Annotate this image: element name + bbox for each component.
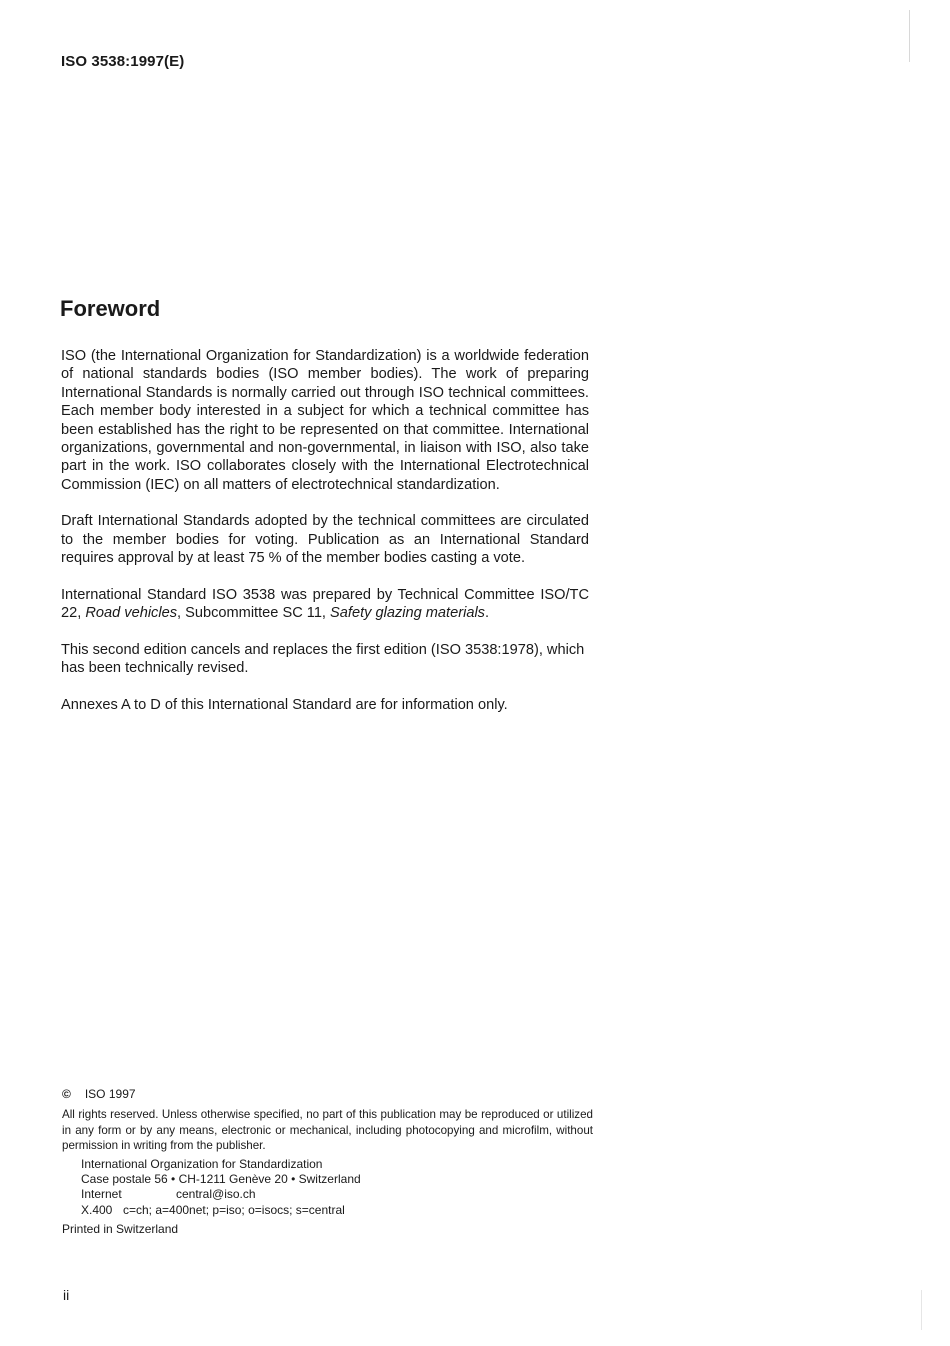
page-edge-mark — [909, 10, 910, 62]
x400-address: c=ch; a=400net; p=iso; o=isocs; s=central — [123, 1202, 345, 1217]
rights-statement: All rights reserved. Unless otherwise specified, no part of this publication may be reproduced or utilized in any form or by any means, electronic or mechanical, including photocopying and microfilm, without permission in writing from the publisher. — [62, 1108, 593, 1153]
para3-safety-glazing: Safety glazing materials — [330, 605, 485, 622]
copyright-icon: © — [62, 1087, 71, 1101]
para3-text-2: , Subcommittee SC 11, — [177, 605, 331, 622]
page-edge-mark-bottom — [921, 1290, 922, 1330]
foreword-paragraph-5: Annexes A to D of this International Standard are for information only. — [61, 696, 508, 713]
copyright-line — [62, 1087, 593, 1102]
foreword-paragraph-2: Draft International Standards adopted by the technical committees are circulated to the member bodies for voting. Publication as an International Standard requires approval by at least 75 % of the member bodies casting a vote. — [61, 513, 589, 567]
copyright-year: ISO 1997 — [84, 1087, 136, 1101]
x400-label: X.400 — [81, 1202, 113, 1217]
foreword-body — [61, 347, 589, 732]
publisher-postal: Case postale 56 • CH-1211 Genève 20 • Switzerland — [81, 1172, 361, 1187]
internet-row — [81, 1187, 593, 1202]
foreword-paragraph-4: This second edition cancels and replaces the first edition (ISO 3538:1978), which has been technically revised. — [61, 641, 585, 677]
foreword-title: Foreword — [60, 296, 161, 321]
copyright-block — [62, 1087, 593, 1238]
internet-address: central@iso.ch — [176, 1187, 256, 1202]
para3-text-1: International Standard ISO 3538 was prepared by Technical Committee ISO/TC 22, — [61, 586, 589, 622]
document-identifier: ISO 3538:1997(E) — [61, 53, 185, 70]
x400-row — [81, 1203, 593, 1218]
printed-in: Printed in Switzerland — [62, 1222, 179, 1237]
para3-road-vehicles: Road vehicles — [85, 605, 178, 622]
foreword-paragraph-1: ISO (the International Organization for Standardization) is a worldwide federation of national standards bodies (ISO member bodies). The work of preparing International Standards is normally carried out through ISO technical committees. Each member body interested in a subject for which a technical committee has been established has the right to be represented on that committee. International organizations, governmental and non-governmental, in liaison with ISO, also take part in the work. ISO collaborates closely with the International Electrotechnical Commission (IEC) on all matters of electrotechnical standardization. — [61, 348, 589, 493]
publisher-org: International Organization for Standardization — [81, 1156, 323, 1171]
foreword-paragraph-3 — [61, 586, 589, 623]
para3-text-3: . — [484, 605, 490, 622]
page-number: ii — [63, 1287, 70, 1303]
internet-label: Internet — [81, 1187, 122, 1202]
publisher-address — [81, 1157, 593, 1219]
